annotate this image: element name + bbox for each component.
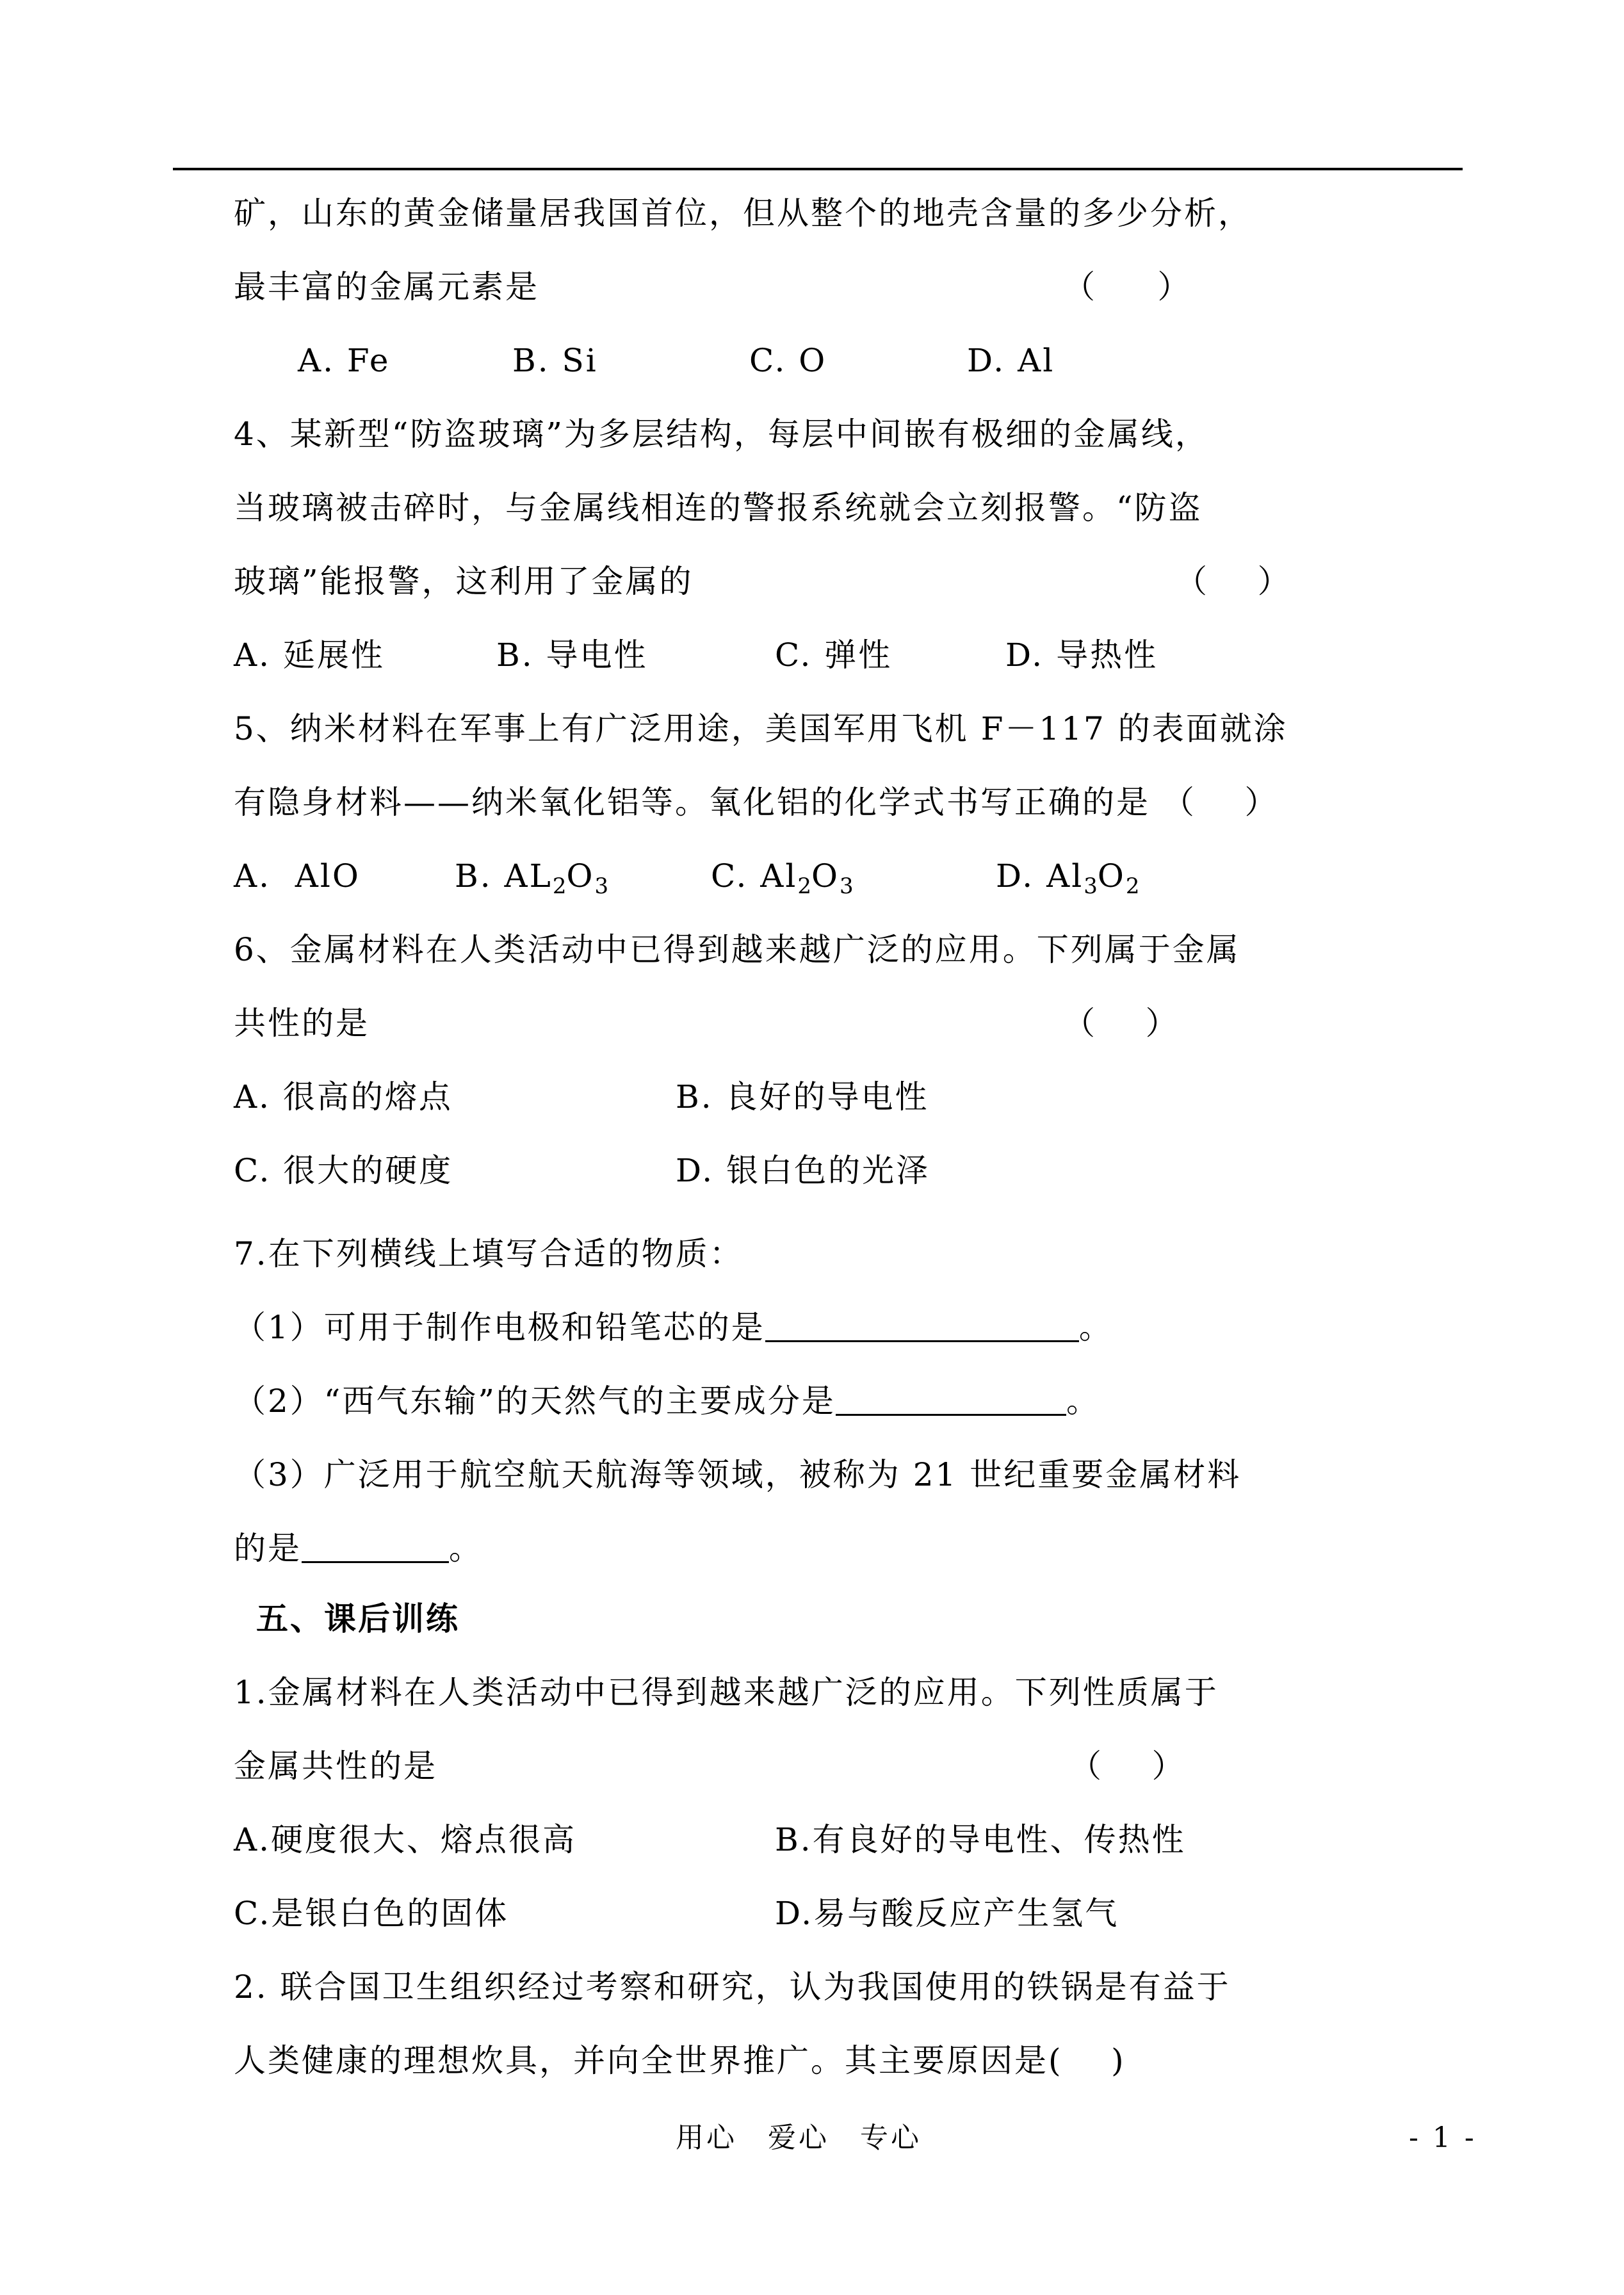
- text-line: 4、某新型“防盗玻璃”为多层结构，每层中间嵌有极细的金属线，: [234, 416, 1209, 453]
- option-a: A. 很高的熔点: [234, 1078, 453, 1115]
- formula-text: C. Al: [711, 857, 798, 895]
- page-number: - 1 -: [1409, 2121, 1477, 2154]
- option-b: [455, 857, 609, 899]
- fill-in-blank[interactable]: [836, 1386, 1066, 1416]
- formula-subscript: 2: [552, 873, 567, 899]
- text-line: 人类健康的理想炊具，并向全世界推广。其主要原因是( ): [234, 2042, 1126, 2079]
- option-b: B. Si: [512, 342, 598, 379]
- fill-in-prompt: 的是: [234, 1530, 302, 1567]
- text-line: 金属共性的是: [234, 1748, 437, 1785]
- option-d: D.易与酸反应产生氢气: [775, 1895, 1119, 1932]
- option-c: C. 弹性: [775, 637, 893, 674]
- option-c: [711, 857, 854, 899]
- text-line: 有隐身材料——纳米氧化铝等。氧化铝的化学式书写正确的是 （ ）: [234, 784, 1279, 821]
- fill-in-blank[interactable]: [302, 1533, 449, 1563]
- option-b: B. 良好的导电性: [676, 1078, 929, 1115]
- formula-subscript: 2: [1125, 873, 1140, 899]
- text-line: 6、金属材料在人类活动中已得到越来越广泛的应用。下列属于金属: [234, 931, 1240, 968]
- answer-paren: （ ）: [1063, 268, 1192, 305]
- formula-text: D. Al: [996, 857, 1084, 895]
- answer-paren: （ ）: [1175, 563, 1292, 600]
- text-line: 7.在下列横线上填写合适的物质：: [234, 1235, 743, 1272]
- header-rule: [173, 168, 1463, 170]
- fill-in-prompt: （2）“西气东输”的天然气的主要成分是: [234, 1383, 836, 1420]
- section-heading: 五、课后训练: [256, 1600, 460, 1637]
- text-line: 共性的是: [234, 1005, 369, 1042]
- option-d: D. 银白色的光泽: [676, 1152, 930, 1189]
- text-line: 矿，山东的黄金储量居我国首位，但从整个的地壳含量的多少分析，: [234, 195, 1252, 232]
- text-line: 当玻璃被击碎时，与金属线相连的警报系统就会立刻报警。“防盗: [234, 489, 1203, 526]
- text-line: 玻璃”能报警，这利用了金属的: [234, 563, 694, 600]
- option-c: C. O: [749, 342, 827, 379]
- option-c: C.是银白色的固体: [234, 1895, 509, 1932]
- fill-in-line: [234, 1530, 483, 1567]
- formula-text: O: [1097, 857, 1126, 895]
- option-a: A. Fe: [298, 342, 391, 379]
- option-d: [996, 857, 1140, 899]
- option-a: A.硬度很大、熔点很高: [234, 1821, 577, 1858]
- option-a: A. 延展性: [234, 637, 385, 674]
- formula-subscript: 3: [1084, 873, 1098, 899]
- fill-in-end: 。: [1078, 1309, 1113, 1346]
- footer-motto: 用心 爱心 专心: [676, 2121, 922, 2154]
- formula-subscript: 2: [797, 873, 812, 899]
- text-line: 2. 联合国卫生组织经过考察和研究，认为我国使用的铁锅是有益于: [234, 1968, 1231, 2006]
- option-d: D. Al: [967, 342, 1055, 379]
- formula-text: O: [566, 857, 595, 895]
- answer-paren: （ ）: [1069, 1748, 1186, 1785]
- text-line: 1.金属材料在人类活动中已得到越来越广泛的应用。下列性质属于: [234, 1674, 1219, 1711]
- formula-text: B. AL: [455, 857, 553, 895]
- fill-in-end: 。: [1066, 1383, 1100, 1420]
- option-b: B. 导电性: [496, 637, 648, 674]
- text-line: 最丰富的金属元素是: [234, 268, 539, 305]
- fill-in-blank[interactable]: [765, 1312, 1079, 1342]
- fill-in-end: 。: [449, 1530, 483, 1567]
- text-line: （3）广泛用于航空航天航海等领域，被称为 21 世纪重要金属材料: [234, 1456, 1242, 1493]
- fill-in-prompt: （1）可用于制作电极和铅笔芯的是: [234, 1309, 765, 1346]
- formula-subscript: 3: [594, 873, 609, 899]
- option-c: C. 很大的硬度: [234, 1152, 453, 1189]
- formula-subscript: 3: [840, 873, 854, 899]
- fill-in-line: [234, 1383, 1100, 1420]
- answer-paren: （ ）: [1063, 1005, 1180, 1042]
- option-a: A. AlO: [234, 857, 361, 895]
- option-b: B.有良好的导电性、传热性: [775, 1821, 1186, 1858]
- option-d: D. 导热性: [1005, 637, 1158, 674]
- formula-text: O: [811, 857, 840, 895]
- fill-in-line: [234, 1309, 1113, 1346]
- text-line: 5、纳米材料在军事上有广泛用途，美国军用飞机 F－117 的表面就涂: [234, 710, 1288, 747]
